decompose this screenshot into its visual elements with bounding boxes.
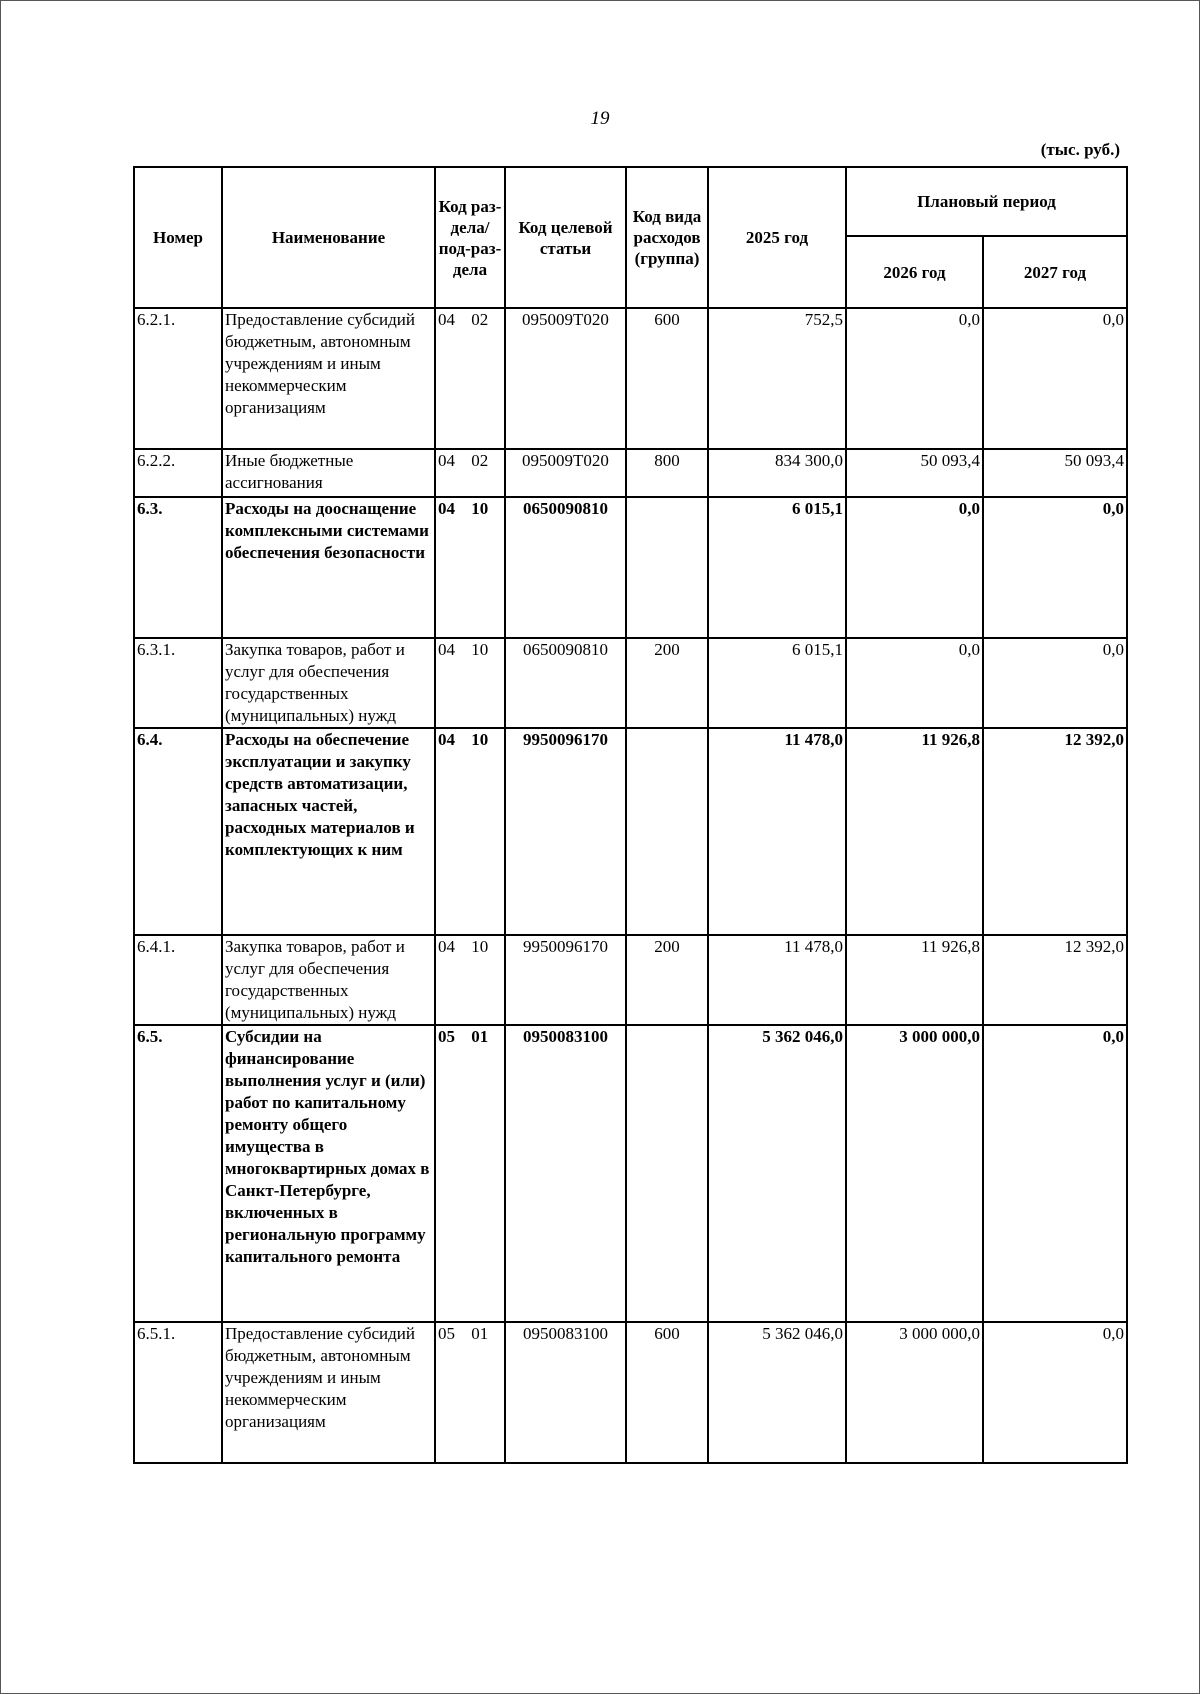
- row-name: Закупка товаров, работ и услуг для обеспечения государственных (муниципальных) нужд: [222, 638, 435, 728]
- row-name: Расходы на дооснащение комплексными системами обеспечения безопасности: [222, 497, 435, 638]
- row-amount-2027: 0,0: [983, 1025, 1127, 1322]
- header-2026: 2026 год: [846, 236, 983, 308]
- row-name: Субсидии на финансирование выполнения услуг и (или) работ по капитальному ремонту общего имущества в многоквартирных домах в Санкт-Петербурге, включенных в региональную программу капитального ремонта: [222, 1025, 435, 1322]
- table-row: [134, 449, 1127, 497]
- row-number: 6.4.: [134, 728, 222, 935]
- row-amount-2026: 3 000 000,0: [846, 1025, 983, 1322]
- budget-table: [133, 166, 1128, 1464]
- row-target-code: 9950096170: [505, 728, 626, 935]
- row-amount-2026: 0,0: [846, 638, 983, 728]
- row-amount-2025: 11 478,0: [708, 935, 846, 1025]
- row-name: Предоставление субсидий бюджетным, автономным учреждениям и иным некоммерческим организациям: [222, 1322, 435, 1463]
- row-number: 6.3.1.: [134, 638, 222, 728]
- row-amount-2025: 6 015,1: [708, 638, 846, 728]
- table-row: [134, 1322, 1127, 1463]
- row-section-code: 04 10: [435, 935, 505, 1025]
- header-section: Код раз-дела/ под-раз-дела: [435, 167, 505, 308]
- row-amount-2025: 5 362 046,0: [708, 1322, 846, 1463]
- row-section-code: 04 10: [435, 638, 505, 728]
- row-section-code: 04 02: [435, 449, 505, 497]
- row-amount-2027: 0,0: [983, 497, 1127, 638]
- header-2027: 2027 год: [983, 236, 1127, 308]
- row-name: Расходы на обеспечение эксплуатации и закупку средств автоматизации, запасных частей, расходных материалов и комплектующих к ним: [222, 728, 435, 935]
- row-expense-group: 600: [626, 308, 708, 449]
- row-section-code: 04 10: [435, 497, 505, 638]
- row-amount-2027: 0,0: [983, 308, 1127, 449]
- row-expense-group: 200: [626, 935, 708, 1025]
- row-section-code: 04 02: [435, 308, 505, 449]
- row-amount-2025: 834 300,0: [708, 449, 846, 497]
- header-target: Код целевой статьи: [505, 167, 626, 308]
- units-label: (тыс. руб.): [1040, 140, 1120, 159]
- row-amount-2027: 0,0: [983, 1322, 1127, 1463]
- row-amount-2026: 11 926,8: [846, 935, 983, 1025]
- row-amount-2025: 11 478,0: [708, 728, 846, 935]
- row-expense-group: [626, 728, 708, 935]
- row-target-code: 095009Т020: [505, 308, 626, 449]
- header-expense-type: Код вида расходов (группа): [626, 167, 708, 308]
- row-amount-2025: 6 015,1: [708, 497, 846, 638]
- header-number: Номер: [134, 167, 222, 308]
- row-amount-2026: 11 926,8: [846, 728, 983, 935]
- row-amount-2026: 0,0: [846, 308, 983, 449]
- row-target-code: 0650090810: [505, 497, 626, 638]
- page-number: 19: [590, 108, 610, 129]
- row-number: 6.4.1.: [134, 935, 222, 1025]
- table-row: [134, 497, 1127, 638]
- table-body: [134, 308, 1127, 1463]
- table-header: [134, 167, 1127, 308]
- row-target-code: 9950096170: [505, 935, 626, 1025]
- row-amount-2027: 50 093,4: [983, 449, 1127, 497]
- row-section-code: 05 01: [435, 1025, 505, 1322]
- row-name: Предоставление субсидий бюджетным, автономным учреждениям и иным некоммерческим организациям: [222, 308, 435, 449]
- row-target-code: 0950083100: [505, 1322, 626, 1463]
- row-number: 6.5.: [134, 1025, 222, 1322]
- row-target-code: 095009Т020: [505, 449, 626, 497]
- row-expense-group: 600: [626, 1322, 708, 1463]
- row-expense-group: 200: [626, 638, 708, 728]
- row-amount-2027: 12 392,0: [983, 935, 1127, 1025]
- row-section-code: 05 01: [435, 1322, 505, 1463]
- row-expense-group: [626, 497, 708, 638]
- table-row: [134, 308, 1127, 449]
- row-name: Иные бюджетные ассигнования: [222, 449, 435, 497]
- row-amount-2026: 3 000 000,0: [846, 1322, 983, 1463]
- row-amount-2027: 0,0: [983, 638, 1127, 728]
- row-amount-2026: 0,0: [846, 497, 983, 638]
- row-expense-group: 800: [626, 449, 708, 497]
- header-planned-period: Плановый период: [846, 167, 1127, 236]
- row-amount-2027: 12 392,0: [983, 728, 1127, 935]
- row-target-code: 0650090810: [505, 638, 626, 728]
- table-row: [134, 1025, 1127, 1322]
- row-number: 6.3.: [134, 497, 222, 638]
- row-number: 6.5.1.: [134, 1322, 222, 1463]
- row-number: 6.2.1.: [134, 308, 222, 449]
- table-row: [134, 638, 1127, 728]
- row-section-code: 04 10: [435, 728, 505, 935]
- row-amount-2025: 5 362 046,0: [708, 1025, 846, 1322]
- table-row: [134, 728, 1127, 935]
- row-name: Закупка товаров, работ и услуг для обеспечения государственных (муниципальных) нужд: [222, 935, 435, 1025]
- row-target-code: 0950083100: [505, 1025, 626, 1322]
- row-amount-2026: 50 093,4: [846, 449, 983, 497]
- row-expense-group: [626, 1025, 708, 1322]
- row-amount-2025: 752,5: [708, 308, 846, 449]
- row-number: 6.2.2.: [134, 449, 222, 497]
- header-name: Наименование: [222, 167, 435, 308]
- header-2025: 2025 год: [708, 167, 846, 308]
- table-row: [134, 935, 1127, 1025]
